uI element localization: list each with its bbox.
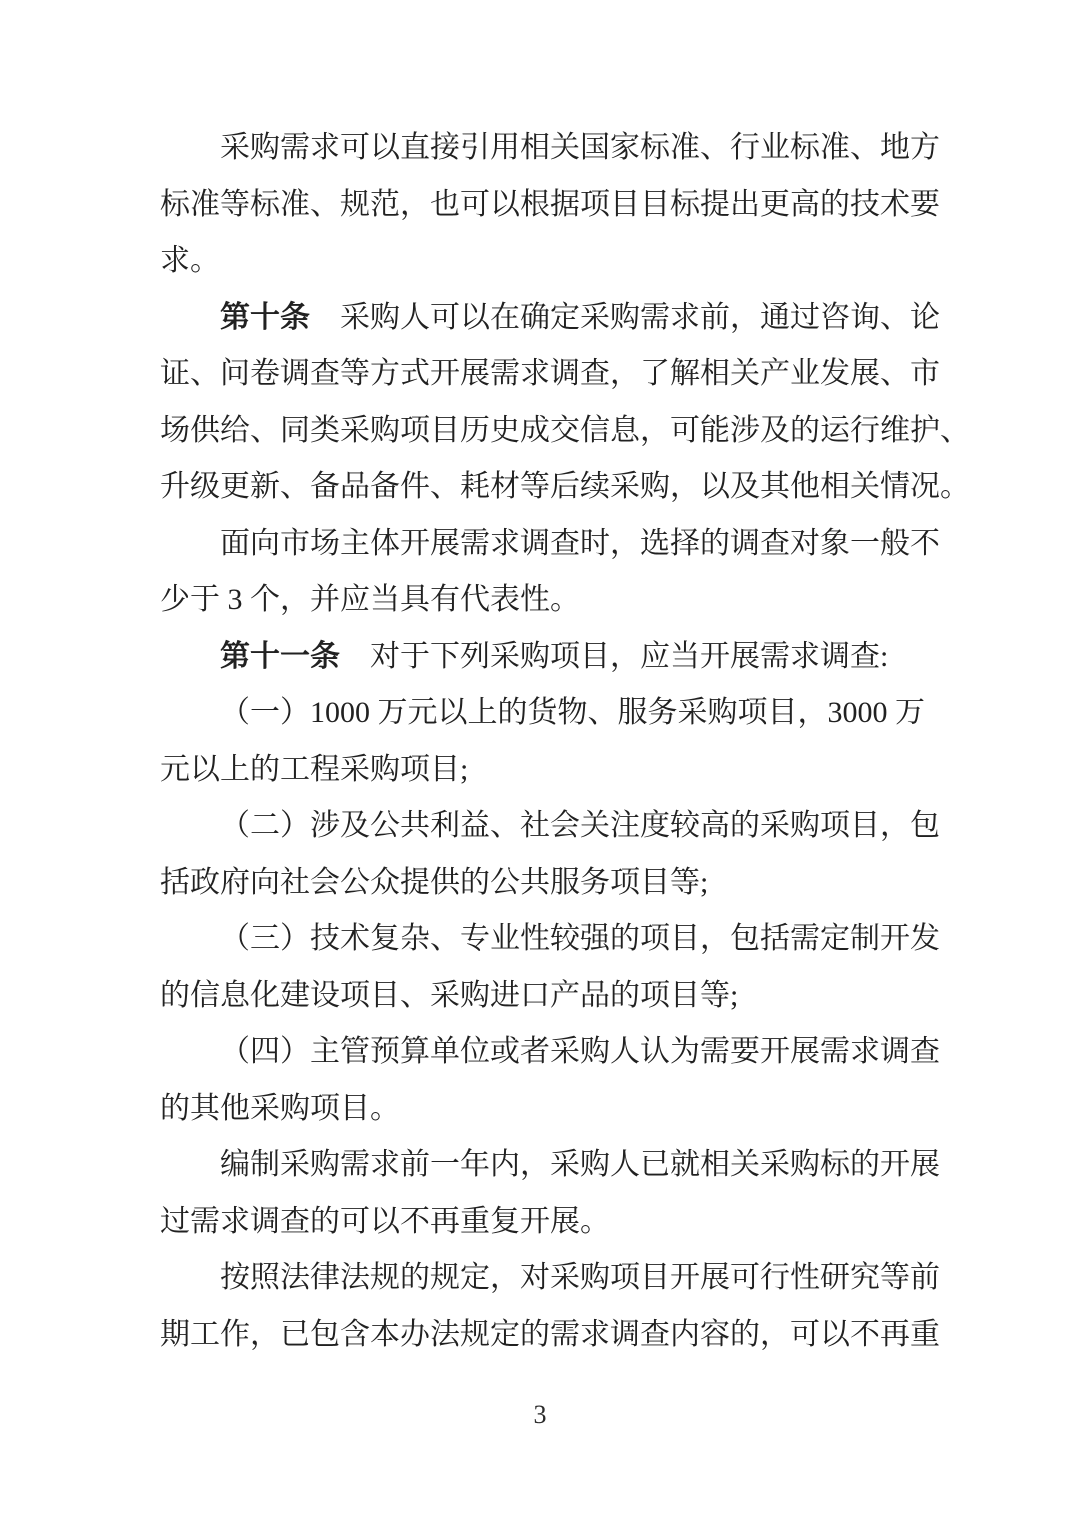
text-line: [160, 685, 950, 742]
text-line: [160, 403, 970, 460]
text-run: 期工作，已包含本办法规定的需求调查内容的，可以不再重: [160, 1317, 940, 1351]
text-line: [160, 1081, 950, 1138]
text-line: [160, 346, 950, 403]
text-run: 过需求调查的可以不再重复开展。: [160, 1204, 610, 1238]
text-line: [160, 459, 970, 516]
text-run: （三）技术复杂、专业性较强的项目，包括需定制开发: [220, 922, 940, 955]
text-line: [160, 742, 950, 799]
text-line: [160, 911, 950, 968]
document-body: [160, 120, 970, 1363]
text-run: 采购人可以在确定采购需求前，通过咨询、论: [310, 300, 940, 334]
page-number: 3: [533, 1400, 547, 1429]
text-line: [160, 572, 950, 629]
text-run: 括政府向社会公众提供的公共服务项目等;: [160, 865, 709, 899]
text-run: （四）主管预算单位或者采购人认为需要开展需求调查: [220, 1035, 940, 1068]
text-line: [160, 233, 950, 290]
text-line: [160, 1250, 950, 1307]
text-run: 标准等标准、规范，也可以根据项目目标提出更高的技术要: [160, 187, 940, 221]
text-run: 的其他采购项目。: [160, 1091, 400, 1125]
text-run: 求。: [160, 244, 220, 277]
text-line: [160, 120, 950, 177]
text-run: （二）涉及公共利益、社会关注度较高的采购项目，包: [220, 809, 940, 842]
text-line: [160, 1194, 950, 1251]
page-footer: [0, 1400, 1080, 1430]
text-run: 面向市场主体开展需求调查时，选择的调查对象一般不: [220, 526, 940, 560]
text-run: 场供给、同类采购项目历史成交信息，可能涉及的运行维护、: [160, 413, 970, 447]
article-10-heading: 第十条: [220, 300, 310, 334]
text-run: 的信息化建设项目、采购进口产品的项目等;: [160, 978, 739, 1012]
text-run: 证、问卷调查等方式开展需求调查，了解相关产业发展、市: [160, 357, 940, 390]
text-run: 升级更新、备品备件、耗材等后续采购，以及其他相关情况。: [160, 470, 970, 503]
text-line: [160, 855, 950, 912]
text-line: [160, 798, 950, 855]
text-line: [160, 516, 950, 573]
text-line: [160, 968, 950, 1025]
text-line: [160, 629, 950, 686]
text-run: 少于 3 个，并应当具有代表性。: [160, 583, 580, 616]
text-run: 元以上的工程采购项目;: [160, 752, 469, 786]
text-line: [160, 177, 950, 234]
text-run: 编制采购需求前一年内，采购人已就相关采购标的开展: [220, 1148, 940, 1181]
text-line: [160, 290, 950, 347]
text-run: 按照法律法规的规定，对采购项目开展可行性研究等前: [220, 1261, 940, 1294]
text-run: 对于下列采购项目，应当开展需求调查:: [340, 639, 889, 673]
text-line: [160, 1137, 950, 1194]
text-line: [160, 1307, 950, 1364]
article-11-heading: 第十一条: [220, 639, 340, 673]
text-run: （一）1000 万元以上的货物、服务采购项目，3000 万: [220, 696, 925, 729]
text-line: [160, 1024, 950, 1081]
text-run: 采购需求可以直接引用相关国家标准、行业标准、地方: [220, 131, 940, 164]
